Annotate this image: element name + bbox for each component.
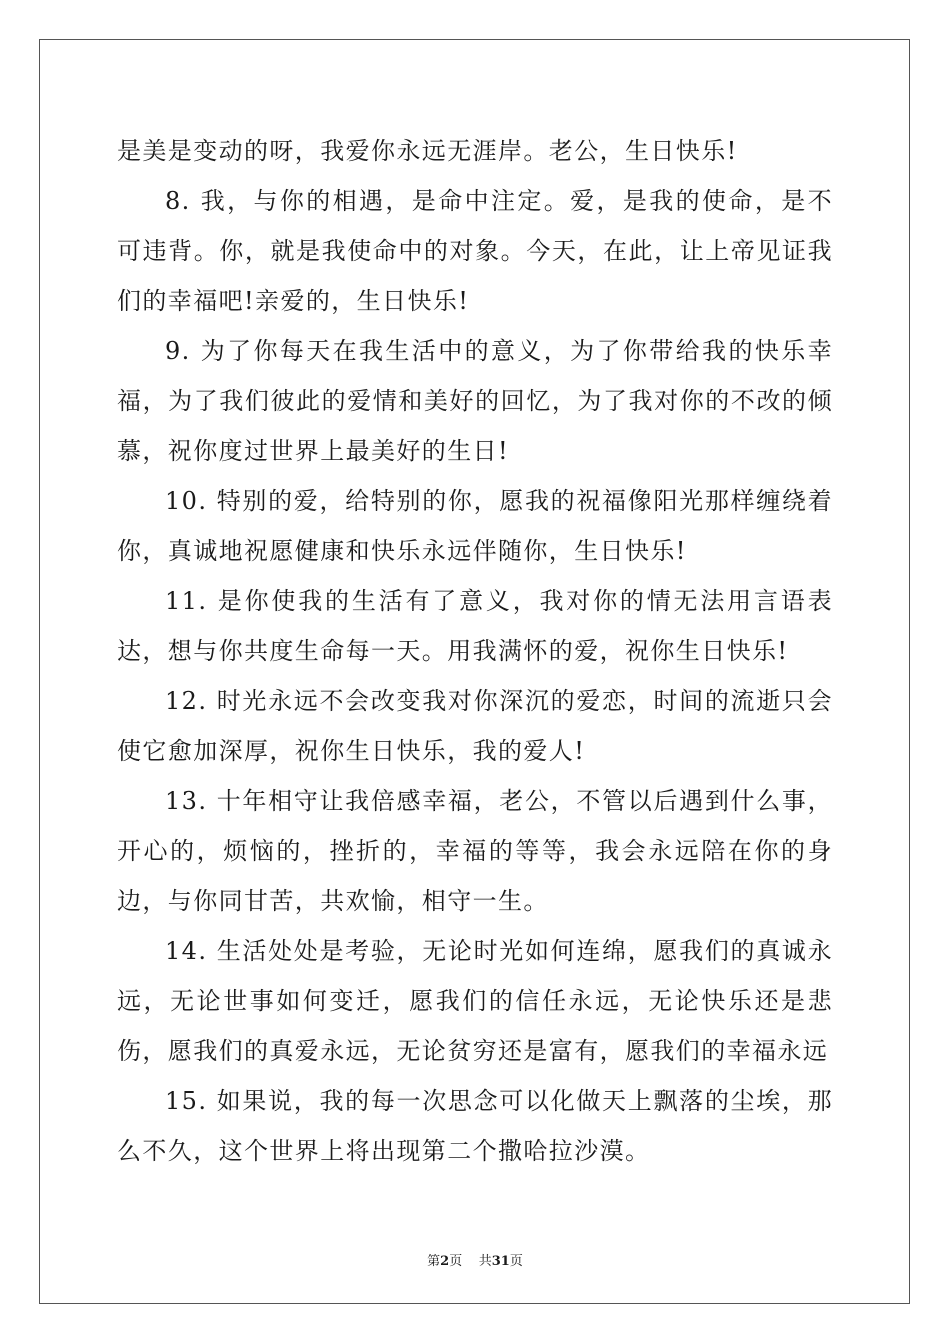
page-total-prefix: 共 xyxy=(478,1254,492,1269)
paragraph-item-8: 8. 我，与你的相遇，是命中注定。爱，是我的使命，是不可违背。你，就是我使命中的对象。今天，在此，让上帝见证我们的幸福吧!亲爱的，生日快乐! xyxy=(117,187,833,315)
paragraph-item-12: 12. 时光永远不会改变我对你深沉的爱恋，时间的流逝只会使它愈加深厚，祝你生日快乐，我的爱人! xyxy=(117,687,833,765)
paragraph-item-11: 11. 是你使我的生活有了意义，我对你的情无法用言语表达，想与你共度生命每一天。用我满怀的爱，祝你生日快乐! xyxy=(117,587,833,665)
page-total-suffix: 页 xyxy=(509,1254,523,1269)
document-body xyxy=(117,126,833,1176)
page-number-prefix: 第 xyxy=(427,1254,441,1269)
paragraph-item-15: 15. 如果说，我的每一次思念可以化做天上飘落的尘埃，那么不久，这个世界上将出现第二个撒哈拉沙漠。 xyxy=(117,1087,833,1165)
page-footer xyxy=(0,1250,950,1269)
page-number-suffix: 页 xyxy=(449,1254,463,1269)
paragraph-continued: 是美是变动的呀，我爱你永远无涯岸。老公，生日快乐! xyxy=(117,137,738,165)
paragraph-item-14: 14. 生活处处是考验，无论时光如何连绵，愿我们的真诚永远，无论世事如何变迁，愿我们的信任永远，无论快乐还是悲伤，愿我们的真爱永远，无论贫穷还是富有，愿我们的幸福永远 xyxy=(117,937,833,1065)
paragraph-item-13: 13. 十年相守让我倍感幸福，老公，不管以后遇到什么事，开心的，烦恼的，挫折的，幸福的等等，我会永远陪在你的身边，与你同甘苦，共欢愉，相守一生。 xyxy=(117,787,833,915)
page-number-total: 31 xyxy=(491,1254,510,1269)
paragraph-item-10: 10. 特别的爱，给特别的你，愿我的祝福像阳光那样缠绕着你，真诚地祝愿健康和快乐永远伴随你，生日快乐! xyxy=(117,487,833,565)
page-number-current: 2 xyxy=(440,1254,450,1269)
paragraph-item-9: 9. 为了你每天在我生活中的意义，为了你带给我的快乐幸福，为了我们彼此的爱情和美好的回忆，为了我对你的不改的倾慕，祝你度过世界上最美好的生日! xyxy=(117,337,833,465)
